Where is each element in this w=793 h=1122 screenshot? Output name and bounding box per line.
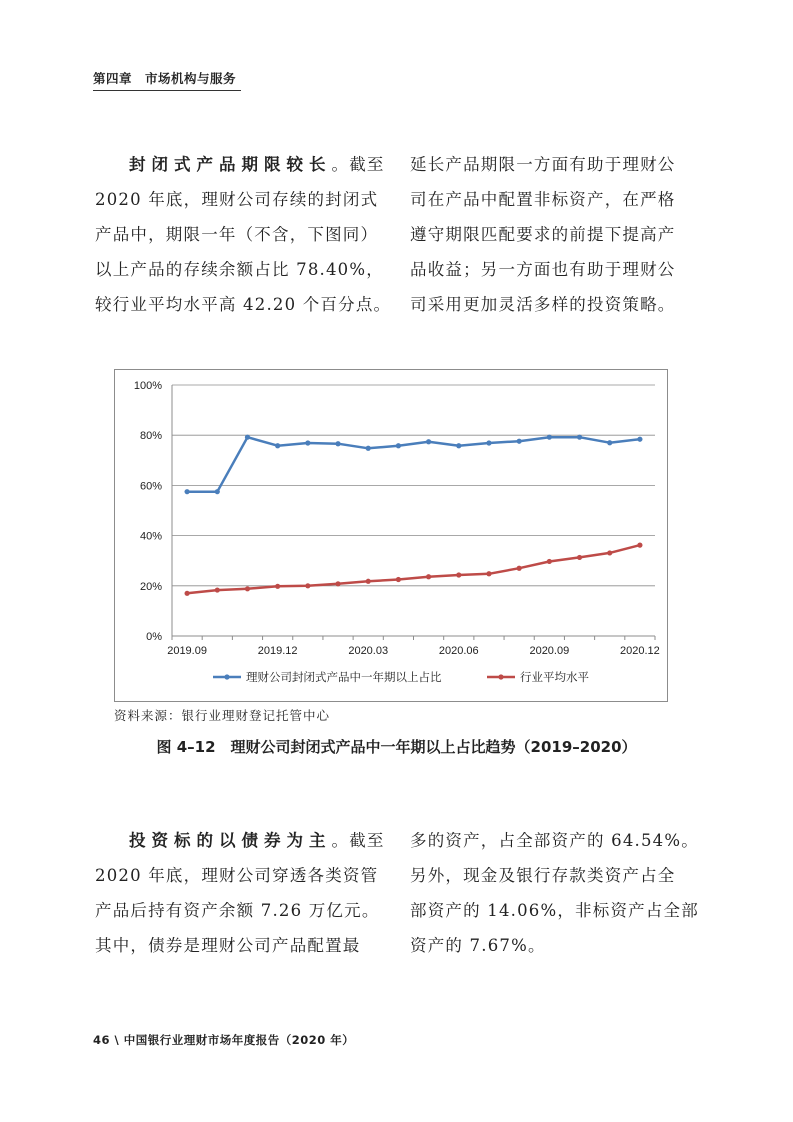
header-rule (93, 90, 241, 91)
lead-phrase: 封闭式产品期限较长 (129, 155, 332, 174)
data-point (426, 574, 431, 579)
legend-label: 行业平均水平 (520, 672, 589, 684)
y-tick-label: 80% (139, 430, 162, 443)
chart-frame (114, 369, 668, 702)
data-point (517, 439, 522, 444)
section1-left-column (95, 147, 391, 322)
data-point (184, 591, 189, 596)
paragraph-line: 2020 年底，理财公司存续的封闭式 (95, 190, 379, 209)
data-point (305, 583, 310, 588)
data-point (486, 571, 491, 576)
legend-label: 理财公司封闭式产品中一年期以上占比 (246, 672, 442, 684)
x-tick-label: 2020.03 (348, 645, 389, 657)
data-point (517, 566, 522, 571)
data-point (335, 441, 340, 446)
running-header: 第四章 市场机构与服务 (93, 71, 237, 86)
data-point (366, 579, 371, 584)
data-point (275, 584, 280, 589)
y-tick-label: 0% (146, 631, 162, 643)
paragraph-line: 2020 年底，理财公司穿透各类资管 (95, 866, 379, 885)
paragraph-line: 多的资产，占全部资产的 64.54%。 (410, 831, 699, 850)
data-point (396, 577, 401, 582)
paragraph-line: 延长产品期限一方面有助于理财公 (410, 155, 676, 174)
paragraph-line: 封闭式产品期限较长。截至 (129, 155, 385, 174)
data-point (215, 587, 220, 592)
y-tick-label: 40% (139, 530, 162, 543)
section1-right-column (410, 147, 676, 322)
paragraph-line: 部资产的 14.06%，非标资产占全部 (410, 901, 699, 920)
paragraph-line: 司在产品中配置非标资产，在严格 (410, 190, 676, 209)
figure-caption: 图 4–12 理财公司封闭式产品中一年期以上占比趋势（2019–2020） (156, 738, 637, 756)
data-point (547, 559, 552, 564)
line-chart (115, 370, 667, 701)
paragraph-line: 司采用更加灵活多样的投资策略。 (410, 295, 676, 314)
paragraph-line: 遵守期限匹配要求的前提下提高产 (410, 225, 676, 244)
data-point (547, 435, 552, 440)
data-point (335, 581, 340, 586)
data-point (637, 543, 642, 548)
data-point (456, 572, 461, 577)
paragraph-line: 其中，债券是理财公司产品配置最 (95, 936, 361, 955)
data-point (245, 435, 250, 440)
source-note: 资料来源：银行业理财登记托管中心 (114, 708, 331, 723)
x-tick-label: 2019.12 (257, 645, 298, 657)
x-tick-label: 2019.09 (167, 645, 207, 657)
series-line-1 (187, 437, 640, 492)
x-tick-label: 2020.12 (620, 645, 660, 657)
data-point (275, 443, 280, 448)
paragraph-line: 产品中，期限一年（不含，下图同） (95, 225, 379, 244)
paragraph-line: 另外，现金及银行存款类资产占全 (410, 866, 676, 885)
data-point (456, 443, 461, 448)
data-point (396, 443, 401, 448)
legend-marker (498, 674, 503, 679)
paragraph-line: 投资标的以债券为主。截至 (129, 831, 385, 850)
y-tick-label: 60% (139, 480, 162, 493)
paragraph-line: 资产的 7.67%。 (410, 936, 546, 955)
y-tick-label: 20% (139, 580, 162, 593)
data-point (426, 439, 431, 444)
data-point (184, 489, 189, 494)
data-point (215, 489, 220, 494)
data-point (305, 440, 310, 445)
data-point (366, 446, 371, 451)
x-tick-label: 2020.09 (529, 645, 570, 657)
data-point (607, 550, 612, 555)
legend-marker (224, 674, 229, 679)
page-footer: 46 \ 中国银行业理财市场年度报告（2020 年） (93, 1033, 355, 1047)
data-point (245, 586, 250, 591)
data-point (486, 440, 491, 445)
paragraph-line: 产品后持有资产余额 7.26 万亿元。 (95, 901, 380, 920)
section2-left-column (95, 823, 385, 963)
y-tick-label: 100% (133, 380, 162, 392)
x-tick-label: 2020.06 (438, 645, 479, 657)
data-point (577, 435, 582, 440)
paragraph-line: 品收益；另一方面也有助于理财公 (410, 260, 676, 279)
data-point (637, 437, 642, 442)
paragraph-line: 较行业平均水平高 42.20 个百分点。 (95, 295, 392, 314)
paragraph-line: 以上产品的存续余额占比 78.40%， (95, 260, 384, 279)
data-point (577, 555, 582, 560)
data-point (607, 440, 612, 445)
lead-phrase: 投资标的以债券为主 (129, 831, 332, 850)
section2-right-column (410, 823, 699, 963)
